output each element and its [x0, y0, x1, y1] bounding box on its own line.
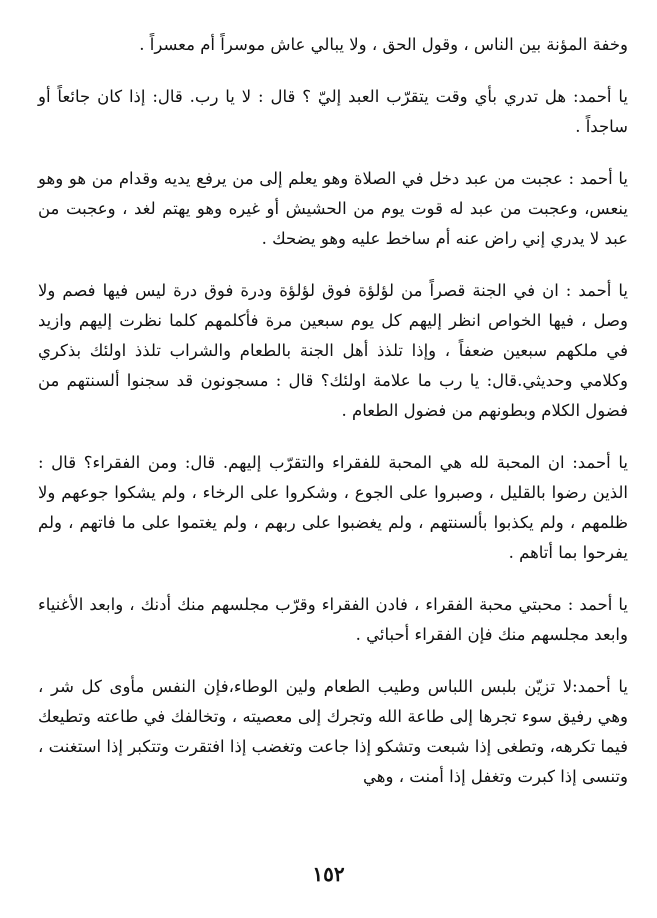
paragraph-5: يا أحمد: ان المحبة لله هي المحبة للفقراء والتقرّب إليهم. قال: ومن الفقراء؟ قال : الذين رضوا بالقليل ، وصبروا على الجوع ، وشكروا على الرخاء ، ولم يشكوا جوعهم ولا ظلمهم ، ولم يكذبوا بألسنتهم ، ولم يغضبوا على ربهم ، ولم يغتموا على ما فاتهم ، ولم يفرحوا بما أتاهم .: [38, 453, 628, 562]
paragraph-6: يا أحمد : محبتي محبة الفقراء ، فادن الفقراء وقرّب مجلسهم منك أدنك ، وابعد الأغنياء وابعد مجلسهم منك فإن الفقراء أحبائي .: [38, 595, 628, 644]
book-page: [38, 30, 628, 910]
page-number: ١٥٢: [312, 862, 345, 886]
paragraph-3: يا أحمد : عجبت من عبد دخل في الصلاة وهو يعلم إلى من يرفع يديه وقدام من هو وهو ينعس، وعجبت من عبد له قوت يوم من الحشيش أو غيره وهو يهتم لغد ، وعجبت من عبد لا يدري إني راض عنه أم ساخط عليه وهو يضحك .: [38, 169, 628, 248]
paragraph-2: يا أحمد: هل تدري بأي وقت يتقرّب العبد إليّ ؟ قال : لا يا رب. قال: إذا كان جائعاً أو ساجداً .: [38, 87, 628, 136]
paragraph-4: يا أحمد : ان في الجنة قصراً من لؤلؤة فوق لؤلؤة ودرة فوق درة ليس فيها فصم ولا وصل ، فيها الخواص انظر إليهم كل يوم سبعين مرة فأكلمهم كلما نظرت إليهم وازيد في ملكهم سبعين ضعفاً ، وإذا تلذذ أهل الجنة بالطعام والشراب تلذذ اولئك بذكري وكلامي وحديثي.قال: يا رب ما علامة اولئك؟ قال : مسجونون قد سجنوا ألسنتهم من فضول الكلام وبطونهم من فضول الطعام .: [38, 281, 628, 420]
paragraph-1: وخفة المؤنة بين الناس ، وقول الحق ، ولا يبالي عاش موسراً أم معسراً .: [139, 35, 628, 54]
paragraph-7: يا أحمد:لا تزيّن بلبس اللباس وطيب الطعام ولين الوطاء،فإن النفس مأوى كل شر ، وهي رفيق سوء تجرها إلى طاعة الله وتجرك إلى معصيته ، وتخالفك في طاعته وتطيعك فيما تكرهه، وتطغى إذا شبعت وتشكو إذا جاعت وتغضب إذا افتقرت وتتكبر إذا استغنت ، وتنسى إذا كبرت وتغفل إذا أمنت ، وهي: [38, 677, 628, 786]
